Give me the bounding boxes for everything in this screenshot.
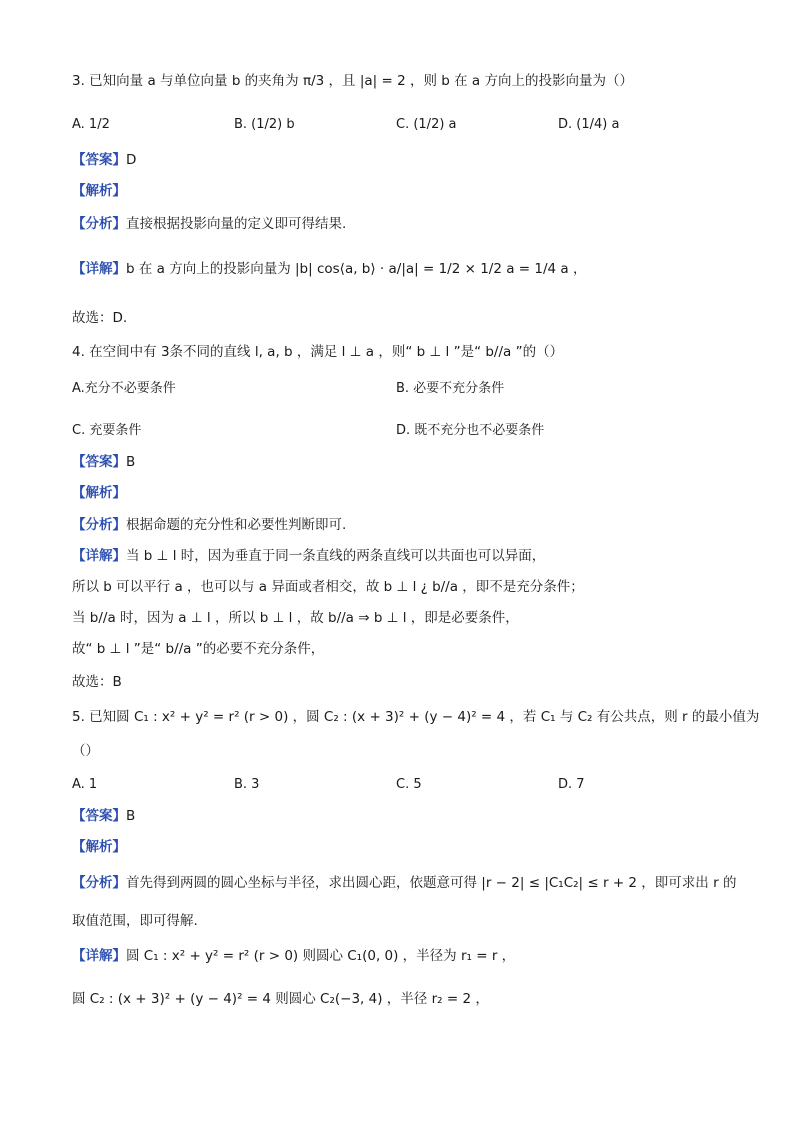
q3-answer [72,149,136,171]
section-tag: 【详解】 [72,261,126,277]
section-tag: 【解析】 [72,183,126,199]
q4-analysis-head [72,482,126,504]
section-text: 直接根据投影向量的定义即可得结果. [126,216,347,232]
q5-option-c: C. 5 [396,777,422,792]
q4-detail-3: 当 b//a 时，因为 a ⊥ l ，所以 b ⊥ l ，故 b//a ⇒ b ⊥ l ，即是必要条件， [72,610,519,626]
q4-detail-4: 故“ b ⊥ l ”是“ b//a ”的必要不充分条件， [72,641,325,657]
section-tag: 【详解】 [72,548,126,564]
section-text: B [126,454,136,470]
q4-option-a: A.充分不必要条件 [72,381,176,396]
section-tag: 【分析】 [72,875,126,891]
section-tag: 【答案】 [72,808,126,824]
section-text: 根据命题的充分性和必要性判断即可. [126,517,347,533]
section-text: 首先得到两圆的圆心坐标与半径，求出圆心距，依题意可得 |r − 2| ≤ |C₁C₂| ≤ r + 2 ，即可求出 r 的 [126,875,737,891]
q4-analysis [72,514,346,536]
q3-option-c: C. (1/2) a [396,117,457,132]
section-tag: 【分析】 [72,216,126,232]
q5-stem-2: （） [72,743,99,759]
q3-option-b: B. (1/2) b [234,117,295,132]
section-text: 当 b ⊥ l 时，因为垂直于同一条直线的两条直线可以共面也可以异面， [126,548,546,564]
q5-detail-1 [72,945,515,967]
q3-choose: 故选：D. [72,310,128,326]
q5-option-a: A. 1 [72,777,98,792]
q3-analysis-head [72,180,126,202]
section-tag: 【解析】 [72,485,126,501]
q4-detail-1 [72,545,545,567]
q5-detail-2: 圆 C₂ : (x + 3)² + (y − 4)² = 4 则圆心 C₂(−3, 4) ，半径 r₂ = 2 ， [72,991,489,1007]
section-text: b 在 a 方向上的投影向量为 |b| cos⟨a, b⟩ · a/|a| = 1/2 × 1/2 a = 1/4 a ， [126,261,587,277]
q3-stem: 3. 已知向量 a 与单位向量 b 的夹角为 π/3 ，且 |a| = 2 ，则 b 在 a 方向上的投影向量为（） [72,73,633,89]
section-text: B [126,808,136,824]
section-tag: 【答案】 [72,152,126,168]
q3-option-a: A. 1/2 [72,117,110,132]
q4-detail-2: 所以 b 可以平行 a ，也可以与 a 异面或者相交，故 b ⊥ l ¿ b//a ，即不是充分条件； [72,579,584,595]
section-tag: 【答案】 [72,454,126,470]
section-tag: 【分析】 [72,517,126,533]
q4-answer [72,451,135,473]
section-text: 圆 C₁ : x² + y² = r² (r > 0) 则圆心 C₁(0, 0) ，半径为 r₁ = r ， [126,948,516,964]
section-tag: 【解析】 [72,839,126,855]
q3-option-d: D. (1/4) a [558,117,620,132]
q4-choose: 故选：B [72,674,122,690]
q5-analysis-1 [72,872,736,894]
section-text: D [126,152,137,168]
q4-option-d: D. 既不充分也不必要条件 [396,423,545,438]
q5-option-d: D. 7 [558,777,585,792]
q3-analysis [72,213,346,235]
q5-option-b: B. 3 [234,777,260,792]
q3-detail [72,258,586,280]
q4-option-b: B. 必要不充分条件 [396,381,505,396]
q4-option-c: C. 充要条件 [72,423,142,438]
q5-analysis-2: 取值范围，即可得解. [72,913,198,929]
section-tag: 【详解】 [72,948,126,964]
q5-stem-1: 5. 已知圆 C₁ : x² + y² = r² (r > 0) ，圆 C₂ : (x + 3)² + (y − 4)² = 4 ，若 C₁ 与 C₂ 有公共点，则 r 的最小值为 [72,709,760,725]
q4-stem: 4. 在空间中有 3条不同的直线 l, a, b ，满足 l ⊥ a ，则“ b ⊥ l ”是“ b//a ”的（） [72,344,564,360]
q5-analysis-head [72,836,126,858]
q5-answer [72,805,135,827]
